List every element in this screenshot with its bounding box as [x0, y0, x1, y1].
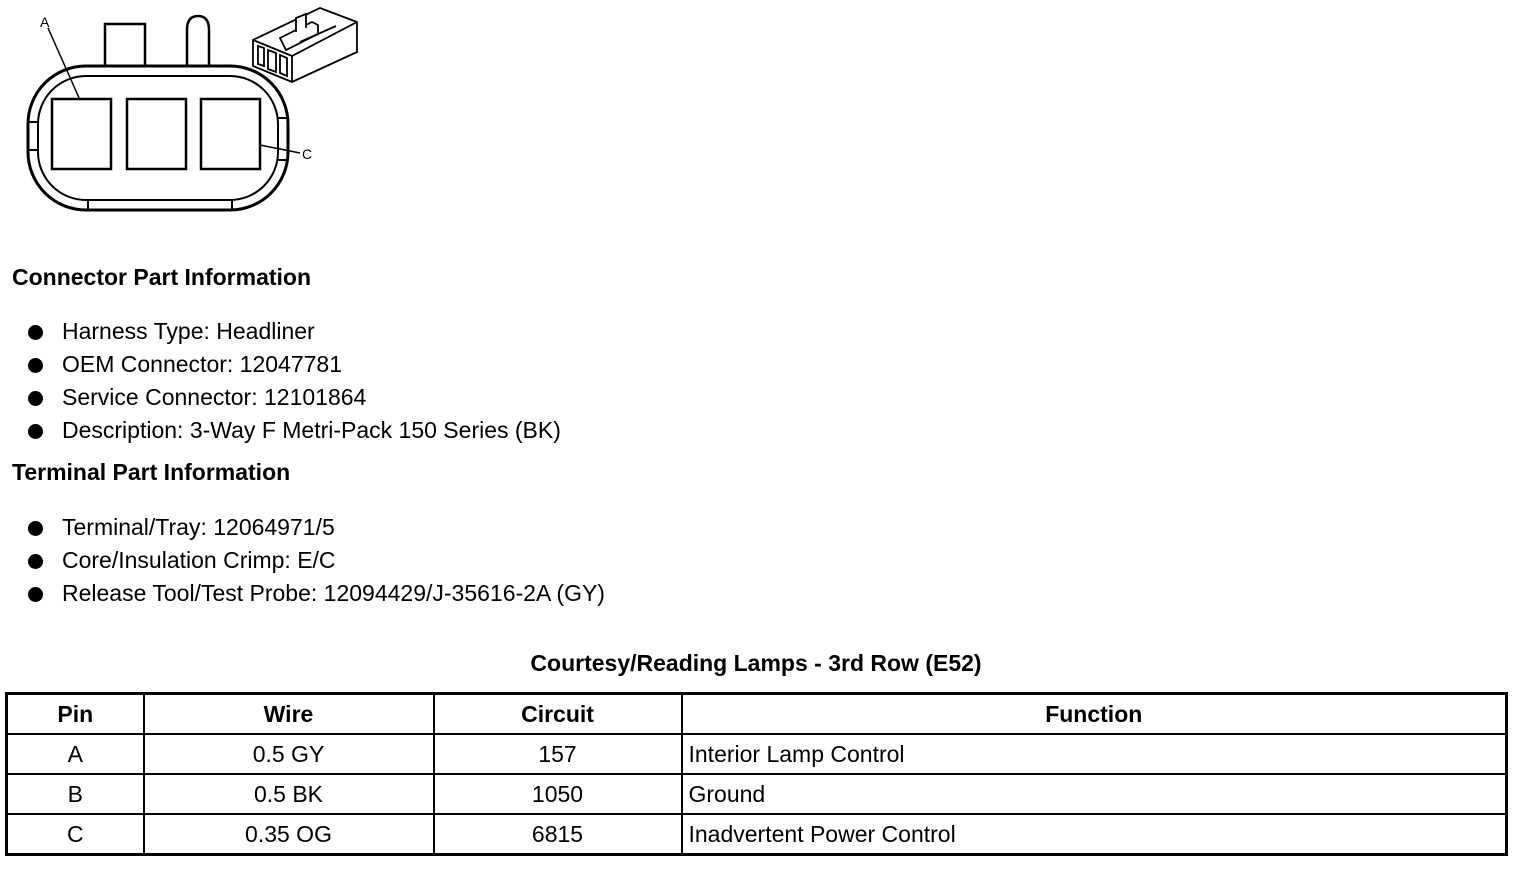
- pin-label-c: C: [302, 146, 313, 162]
- connector-diagram: [0, 0, 380, 225]
- bullet-icon: [28, 424, 43, 439]
- list-item: Service Connector: 12101864: [0, 381, 561, 414]
- cell-circuit: 157: [434, 734, 682, 774]
- connector-isometric-icon: [253, 8, 357, 82]
- table-row: [7, 774, 1507, 814]
- column-header-function: Function: [682, 694, 1507, 735]
- list-item: Harness Type: Headliner: [0, 315, 561, 348]
- table-title: Courtesy/Reading Lamps - 3rd Row (E52): [530, 650, 982, 676]
- list-item: Release Tool/Test Probe: 12094429/J-35616-2A (GY): [0, 577, 605, 610]
- terminal-info-list: [0, 511, 605, 610]
- connector-info-title: Connector Part Information: [12, 264, 312, 290]
- cell-function: Interior Lamp Control: [682, 734, 1507, 774]
- cavity-b: [127, 99, 186, 169]
- pin-label-a: A: [40, 14, 50, 30]
- cell-pin: B: [7, 774, 144, 814]
- column-header-circuit: Circuit: [434, 694, 682, 735]
- cell-circuit: 1050: [434, 774, 682, 814]
- list-item: OEM Connector: 12047781: [0, 348, 561, 381]
- bullet-icon: [28, 325, 43, 340]
- bullet-icon: [28, 554, 43, 569]
- bullet-icon: [28, 587, 43, 602]
- bullet-icon: [28, 521, 43, 536]
- cavity-a: [52, 99, 111, 169]
- terminal-info-title: Terminal Part Information: [12, 459, 291, 485]
- cell-wire: 0.35 OG: [144, 814, 434, 855]
- cell-function: Inadvertent Power Control: [682, 814, 1507, 855]
- bullet-icon: [28, 391, 43, 406]
- bullet-icon: [28, 358, 43, 373]
- cell-wire: 0.5 GY: [144, 734, 434, 774]
- column-header-pin: Pin: [7, 694, 144, 735]
- list-item: Core/Insulation Crimp: E/C: [0, 544, 605, 577]
- connector-info-list: [0, 315, 561, 447]
- list-item: Terminal/Tray: 12064971/5: [0, 511, 605, 544]
- cell-circuit: 6815: [434, 814, 682, 855]
- cavity-c: [201, 99, 260, 169]
- cell-function: Ground: [682, 774, 1507, 814]
- list-item: Description: 3-Way F Metri-Pack 150 Series (BK): [0, 414, 561, 447]
- table-header-row: [7, 694, 1507, 735]
- cell-pin: A: [7, 734, 144, 774]
- column-header-wire: Wire: [144, 694, 434, 735]
- pinout-table: [5, 692, 1508, 856]
- table-row: [7, 734, 1507, 774]
- cell-pin: C: [7, 814, 144, 855]
- cell-wire: 0.5 BK: [144, 774, 434, 814]
- table-row: [7, 814, 1507, 855]
